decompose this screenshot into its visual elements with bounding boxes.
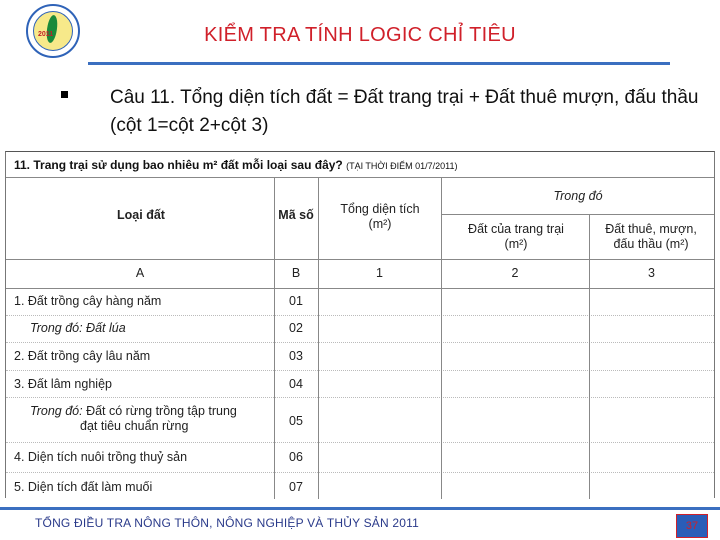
header-land-type: Loại đất (117, 208, 165, 222)
row-code: 03 (289, 349, 303, 363)
row-label-line2: đạt tiêu chuẩn rừng (80, 419, 189, 433)
bullet-icon (61, 91, 68, 98)
header-farm-land-unit: (m²) (504, 237, 528, 251)
header-rented-land: Đất thuê, mượn, đấu thầu (m²) (605, 222, 697, 251)
header-group: Trong đó (553, 189, 603, 203)
header-code: Mã số (278, 208, 314, 222)
page-number: 37 (676, 514, 708, 538)
header-total-unit: (m²) (368, 217, 392, 231)
row-label: 5. Diện tích đất làm muối (14, 480, 153, 494)
row-separator (6, 472, 714, 473)
row-code: 05 (289, 414, 303, 428)
row-separator (6, 342, 714, 343)
row-label: Trong đó: Đất lúa (30, 321, 126, 335)
form-heading-text: 11. Trang trại sử dụng bao nhiêu m² đất mỗi loại sau đây? (14, 158, 343, 172)
col-divider (589, 214, 590, 499)
column-code-3: 3 (648, 266, 655, 280)
column-code-b: B (291, 266, 301, 280)
header-farm-land-label: Đất của trang trại (468, 222, 564, 236)
row-code: 04 (289, 377, 303, 391)
header-total-label: Tổng diện tích (340, 202, 420, 216)
row-code: 06 (289, 450, 303, 464)
form-heading-note: (TẠI THỜI ĐIỂM 01/7/2011) (346, 161, 458, 171)
header-top-line (6, 177, 714, 178)
row-code: 07 (289, 480, 303, 494)
row-separator (6, 397, 714, 398)
slide-title: KIỂM TRA TÍNH LOGIC CHỈ TIÊU (204, 24, 516, 46)
footer-text: TỔNG ĐIỀU TRA NÔNG THÔN, NÔNG NGHIỆP VÀ THỦY SẢN 2011 (35, 516, 420, 530)
codes-line (6, 288, 714, 289)
column-code-1: 1 (376, 266, 383, 280)
row-label (30, 404, 270, 434)
row-label: 3. Đất lâm nghiệp (14, 377, 112, 391)
questionnaire-table (5, 151, 715, 498)
row-label: 4. Diện tích nuôi trồng thuỷ sản (14, 450, 188, 464)
footer-divider (0, 507, 720, 510)
logo-year: 2011 (38, 31, 54, 38)
row-code: 02 (289, 321, 303, 335)
column-code-2: 2 (511, 266, 519, 280)
column-code-a: A (135, 266, 145, 280)
header-farm-land (446, 222, 586, 252)
row-label: 2. Đất trồng cây lâu năm (14, 349, 151, 363)
row-separator (6, 442, 714, 443)
col-divider (441, 177, 442, 499)
row-label-prefix: Trong đó: (30, 404, 83, 418)
header-bottom-line (6, 259, 714, 260)
row-label: 1. Đất trồng cây hàng năm (14, 294, 162, 308)
header-total (324, 202, 436, 232)
row-code: 01 (289, 294, 303, 308)
question-text: Câu 11. Tổng diện tích đất = Đất trang trại + Đất thuê mượn, đấu thầu (cột 1=cột 2+cột 3) (110, 87, 699, 136)
group-line (441, 214, 714, 215)
col-divider (318, 177, 319, 499)
row-separator (6, 315, 714, 316)
title-divider (88, 62, 670, 65)
row-label-text: Đất có rừng trồng tập trung (86, 404, 237, 418)
row-separator (6, 370, 714, 371)
form-heading (14, 158, 458, 172)
